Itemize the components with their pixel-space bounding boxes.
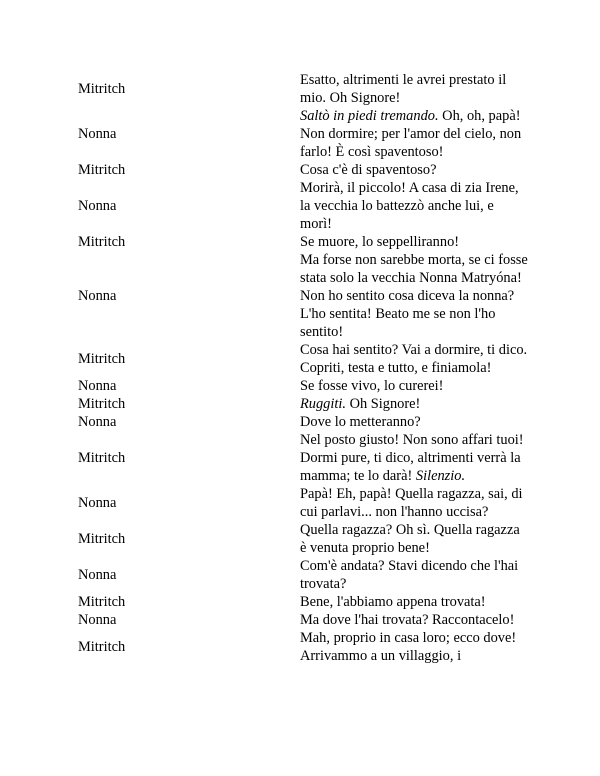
spoken-text: Nel posto giusto! Non sono affari tuoi! Dormi pure, ti dico, altrimenti verrà la mamma; te lo darà!	[300, 432, 524, 484]
dialogue-row	[0, 377, 600, 395]
dialogue-row	[0, 611, 600, 629]
stage-direction: Ruggiti.	[300, 396, 346, 412]
dialogue-line	[300, 341, 528, 377]
speaker-name: Mitritch	[78, 450, 126, 466]
dialogue-row	[0, 107, 600, 161]
dialogue-row	[0, 593, 600, 611]
dialogue-row	[0, 179, 600, 233]
dialogue-row	[0, 395, 600, 413]
spoken-text: Mah, proprio in casa loro; ecco dove! Arrivammo a un villaggio, i	[300, 630, 517, 664]
dialogue-line	[300, 611, 528, 629]
dialogue-line	[300, 593, 528, 611]
dialogue-line	[300, 431, 528, 485]
speaker-name: Nonna	[78, 378, 117, 394]
dialogue-line	[300, 629, 528, 665]
dialogue-line	[300, 413, 528, 431]
spoken-text: Quella ragazza? Oh sì. Quella ragazza è venuta proprio bene!	[300, 522, 520, 556]
speaker-name: Nonna	[78, 414, 117, 430]
speaker-name: Mitritch	[78, 234, 126, 250]
speaker-name: Mitritch	[78, 81, 126, 97]
spoken-text: Bene, l'abbiamo appena trovata!	[300, 594, 486, 610]
speaker-name: Mitritch	[78, 396, 126, 412]
spoken-text: Morirà, il piccolo! A casa di zia Irene, la vecchia lo battezzò anche lui, e morì!	[300, 180, 519, 232]
dialogue-line	[300, 161, 528, 179]
spoken-text: Ma forse non sarebbe morta, se ci fosse stata solo la vecchia Nonna Matryóna! Non ho sentito cosa diceva la nonna? L'ho sentita! Beato me se non l'ho sentito!	[300, 252, 528, 340]
dialogue-line	[300, 377, 528, 395]
stage-direction: Saltò in piedi tremando.	[300, 108, 439, 124]
dialogue-line	[300, 71, 528, 107]
dialogue-line	[300, 107, 528, 161]
dialogue-line	[300, 179, 528, 233]
spoken-text: Com'è andata? Stavi dicendo che l'hai trovata?	[300, 558, 519, 592]
dialogue-line	[300, 557, 528, 593]
dialogue-row	[0, 251, 600, 341]
dialogue-row	[0, 413, 600, 431]
speaker-name: Mitritch	[78, 351, 126, 367]
dialogue-line	[300, 485, 528, 521]
dialogue-row	[0, 161, 600, 179]
spoken-text: Se fosse vivo, lo curerei!	[300, 378, 444, 394]
dialogue-line	[300, 521, 528, 557]
stage-direction: Silenzio.	[415, 468, 466, 484]
speaker-name: Nonna	[78, 198, 117, 214]
spoken-text: Dove lo metteranno?	[300, 414, 421, 430]
dialogue-row	[0, 485, 600, 521]
spoken-text: Cosa hai sentito? Vai a dormire, ti dico. Copriti, testa e tutto, e finiamola!	[300, 342, 528, 376]
dialogue-line	[300, 395, 528, 413]
dialogue-line	[300, 251, 528, 341]
dialogue-table	[0, 71, 600, 665]
spoken-text: Cosa c'è di spaventoso?	[300, 162, 437, 178]
spoken-text: Papà! Eh, papà! Quella ragazza, sai, di cui parlavi... non l'hanno uccisa?	[300, 486, 523, 520]
speaker-name: Nonna	[78, 567, 117, 583]
dialogue-row	[0, 521, 600, 557]
dialogue-row	[0, 341, 600, 377]
spoken-text: Oh, oh, papà! Non dormire; per l'amor del cielo, non farlo! È così spaventoso!	[300, 108, 522, 160]
spoken-text: Se muore, lo seppelliranno!	[300, 234, 460, 250]
dialogue-row	[0, 71, 600, 107]
speaker-name: Mitritch	[78, 531, 126, 547]
spoken-text: Oh Signore!	[345, 396, 421, 412]
speaker-name: Nonna	[78, 612, 117, 628]
speaker-name: Nonna	[78, 126, 117, 142]
dialogue-row	[0, 629, 600, 665]
speaker-name: Nonna	[78, 495, 117, 511]
dialogue-row	[0, 233, 600, 251]
spoken-text: Ma dove l'hai trovata? Raccontacelo!	[300, 612, 515, 628]
speaker-name: Mitritch	[78, 594, 126, 610]
spoken-text: Esatto, altrimenti le avrei prestato il mio. Oh Signore!	[300, 72, 507, 106]
dialogue-row	[0, 557, 600, 593]
speaker-name: Mitritch	[78, 162, 126, 178]
speaker-name: Mitritch	[78, 639, 126, 655]
dialogue-line	[300, 233, 528, 251]
dialogue-row	[0, 431, 600, 485]
speaker-name: Nonna	[78, 288, 117, 304]
